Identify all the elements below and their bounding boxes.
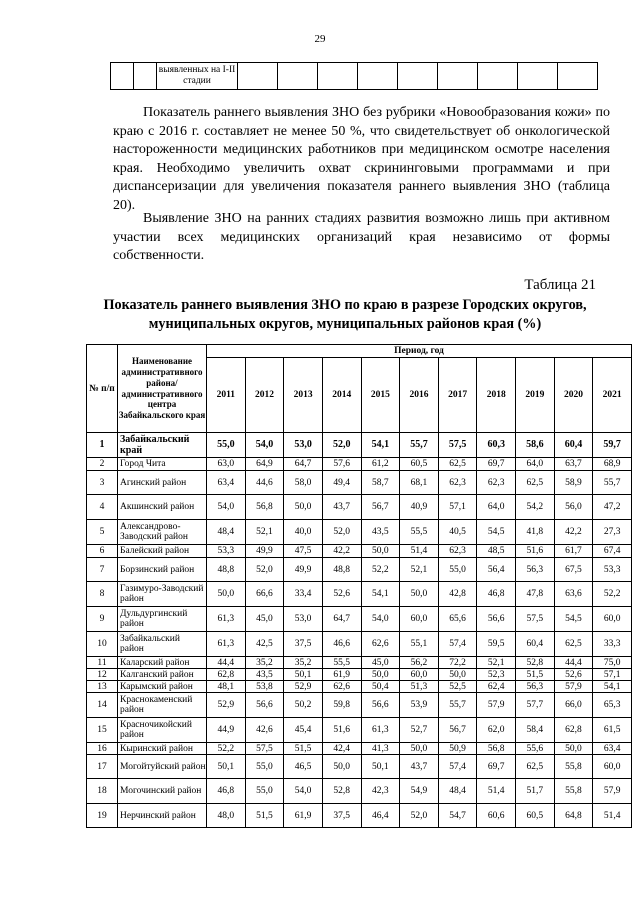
row-name: Александрово-Заводский район bbox=[118, 520, 207, 545]
cell-value: 62,6 bbox=[361, 632, 400, 657]
cell-value: 53,3 bbox=[593, 558, 632, 582]
cell-value: 41,8 bbox=[516, 520, 555, 545]
cell-value: 53,9 bbox=[400, 693, 439, 718]
cell-value: 48,4 bbox=[438, 779, 477, 804]
cell-value: 44,9 bbox=[207, 718, 246, 743]
cell-value: 46,8 bbox=[207, 779, 246, 804]
cell-value: 62,8 bbox=[207, 669, 246, 681]
row-name: Нерчинский район bbox=[118, 804, 207, 828]
cell-value: 75,0 bbox=[593, 657, 632, 669]
row-number: 17 bbox=[87, 755, 118, 779]
cell-value: 52,1 bbox=[400, 558, 439, 582]
cell-value: 50,1 bbox=[207, 755, 246, 779]
cell-value: 50,4 bbox=[361, 681, 400, 693]
cell-value: 42,5 bbox=[245, 632, 284, 657]
row-number: 2 bbox=[87, 458, 118, 471]
cell-value: 55,7 bbox=[400, 433, 439, 458]
cell-value: 40,5 bbox=[438, 520, 477, 545]
row-number: 7 bbox=[87, 558, 118, 582]
row-number: 6 bbox=[87, 545, 118, 558]
table-row bbox=[87, 582, 632, 607]
cell-value: 66,0 bbox=[554, 693, 593, 718]
cell-value: 56,6 bbox=[477, 607, 516, 632]
cell-value: 57,9 bbox=[554, 681, 593, 693]
row-number: 9 bbox=[87, 607, 118, 632]
cell-value: 52,1 bbox=[477, 657, 516, 669]
cell-value: 56,7 bbox=[438, 718, 477, 743]
cell-value: 35,2 bbox=[284, 657, 323, 669]
cell-value: 52,0 bbox=[322, 520, 361, 545]
cell-value: 63,0 bbox=[207, 458, 246, 471]
cell-value: 50,0 bbox=[361, 669, 400, 681]
table-row bbox=[87, 545, 632, 558]
cell-value: 51,4 bbox=[593, 804, 632, 828]
cell-value: 58,0 bbox=[284, 471, 323, 495]
cell-value: 48,1 bbox=[207, 681, 246, 693]
row-name: Могочинский район bbox=[118, 779, 207, 804]
table-row bbox=[87, 743, 632, 755]
cell-value: 61,3 bbox=[361, 718, 400, 743]
cell-value: 61,9 bbox=[322, 669, 361, 681]
cell-value: 51,7 bbox=[516, 779, 555, 804]
column-header-year: 2013 bbox=[284, 358, 323, 433]
cell-value: 51,5 bbox=[284, 743, 323, 755]
cell-value: 54,7 bbox=[438, 804, 477, 828]
cell-value: 54,0 bbox=[207, 495, 246, 520]
cell-value: 57,5 bbox=[245, 743, 284, 755]
row-number: 5 bbox=[87, 520, 118, 545]
cell-value: 54,5 bbox=[554, 607, 593, 632]
cell-value: 54,1 bbox=[361, 433, 400, 458]
row-number: 10 bbox=[87, 632, 118, 657]
cell-value: 55,0 bbox=[245, 779, 284, 804]
cell-value: 50,0 bbox=[554, 743, 593, 755]
cell-value: 33,4 bbox=[284, 582, 323, 607]
previous-table-tail bbox=[110, 62, 598, 90]
cell-value: 52,9 bbox=[284, 681, 323, 693]
row-name: Акшинский район bbox=[118, 495, 207, 520]
cell-value: 48,5 bbox=[477, 545, 516, 558]
table-row bbox=[87, 779, 632, 804]
cell-value: 53,3 bbox=[207, 545, 246, 558]
row-name: Кыринский район bbox=[118, 743, 207, 755]
cell-value: 52,7 bbox=[400, 718, 439, 743]
column-header-year: 2017 bbox=[438, 358, 477, 433]
cell-value: 55,8 bbox=[554, 755, 593, 779]
cell-value: 56,4 bbox=[477, 558, 516, 582]
column-header-year: 2019 bbox=[516, 358, 555, 433]
cell-value: 57,4 bbox=[438, 755, 477, 779]
cell-value: 50,0 bbox=[400, 582, 439, 607]
cell-value: 61,5 bbox=[593, 718, 632, 743]
cell-value: 54,0 bbox=[284, 779, 323, 804]
table-header-row bbox=[87, 345, 632, 358]
cell-value: 60,4 bbox=[516, 632, 555, 657]
cell-value: 46,5 bbox=[284, 755, 323, 779]
cell-value: 61,7 bbox=[554, 545, 593, 558]
cell-value: 50,9 bbox=[438, 743, 477, 755]
cell-value: 54,5 bbox=[477, 520, 516, 545]
cell-value: 65,3 bbox=[593, 693, 632, 718]
cell-value: 33,3 bbox=[593, 632, 632, 657]
table-row bbox=[87, 458, 632, 471]
cell-value: 52,1 bbox=[245, 520, 284, 545]
cell-value: 37,5 bbox=[322, 804, 361, 828]
cell-value: 55,0 bbox=[245, 755, 284, 779]
cell-value: 65,6 bbox=[438, 607, 477, 632]
paragraph: Показатель раннего выявления ЗНО без рубрики «Новообразования кожи» по краю с 2016 г. составляет не менее 50 %, что свидетельствует об онкологической настороженности медицинских работников при медицинском осмотре населения края. Необходимо увеличить охват скрининговыми программами и при диспансеризации для увеличения показателя раннего выявления ЗНО (таблица 20). bbox=[113, 105, 610, 213]
cell-value: 63,7 bbox=[554, 458, 593, 471]
cell-value: 72,2 bbox=[438, 657, 477, 669]
cell-value: 52,9 bbox=[207, 693, 246, 718]
cell-value: 55,0 bbox=[207, 433, 246, 458]
row-number: 13 bbox=[87, 681, 118, 693]
cell-value: 57,5 bbox=[438, 433, 477, 458]
cell-value: 51,4 bbox=[400, 545, 439, 558]
row-name: Красночикойский район bbox=[118, 718, 207, 743]
cell-value: 49,9 bbox=[245, 545, 284, 558]
cell-value: 60,5 bbox=[516, 804, 555, 828]
cell-value: 35,2 bbox=[245, 657, 284, 669]
cell-value: 44,4 bbox=[554, 657, 593, 669]
table-caption: Таблица 21 bbox=[524, 277, 596, 293]
cell-value: 56,3 bbox=[516, 558, 555, 582]
cell-value: 52,6 bbox=[322, 582, 361, 607]
column-header-year: 2015 bbox=[361, 358, 400, 433]
column-header-year: 2021 bbox=[593, 358, 632, 433]
cell-value: 57,1 bbox=[438, 495, 477, 520]
row-number: 12 bbox=[87, 669, 118, 681]
cell-value: 68,1 bbox=[400, 471, 439, 495]
cell-value: 56,0 bbox=[554, 495, 593, 520]
cell-value: 57,1 bbox=[593, 669, 632, 681]
cell-value: 56,2 bbox=[400, 657, 439, 669]
cell-value: 62,5 bbox=[438, 458, 477, 471]
cell-value: 62,4 bbox=[477, 681, 516, 693]
cell-value: 54,0 bbox=[361, 607, 400, 632]
cell-value: 64,7 bbox=[322, 607, 361, 632]
cell-value: 68,9 bbox=[593, 458, 632, 471]
cell-value: 53,0 bbox=[284, 607, 323, 632]
cell-value: 61,2 bbox=[361, 458, 400, 471]
cell-value: 54,2 bbox=[516, 495, 555, 520]
cell-value: 50,1 bbox=[361, 755, 400, 779]
cell-value: 67,4 bbox=[593, 545, 632, 558]
cell-value: 62,5 bbox=[516, 471, 555, 495]
cell-value: 57,4 bbox=[438, 632, 477, 657]
row-label: выявленных на I-II стадии bbox=[157, 63, 238, 90]
cell-value: 40,9 bbox=[400, 495, 439, 520]
cell-value: 60,3 bbox=[477, 433, 516, 458]
cell-value: 58,9 bbox=[554, 471, 593, 495]
cell-value: 43,7 bbox=[400, 755, 439, 779]
column-header-year: 2018 bbox=[477, 358, 516, 433]
cell-value: 51,6 bbox=[322, 718, 361, 743]
cell-value: 46,6 bbox=[322, 632, 361, 657]
row-name: Газимуро-Заводский район bbox=[118, 582, 207, 607]
column-header-year: 2014 bbox=[322, 358, 361, 433]
cell-value: 52,0 bbox=[245, 558, 284, 582]
row-name: Калганский район bbox=[118, 669, 207, 681]
cell-value: 50,0 bbox=[438, 669, 477, 681]
cell-value: 62,6 bbox=[322, 681, 361, 693]
cell-value: 62,3 bbox=[477, 471, 516, 495]
cell-value: 46,8 bbox=[477, 582, 516, 607]
table-row bbox=[87, 558, 632, 582]
row-name: Карымский район bbox=[118, 681, 207, 693]
cell-value: 59,5 bbox=[477, 632, 516, 657]
cell-value: 69,7 bbox=[477, 755, 516, 779]
column-header-year: 2020 bbox=[554, 358, 593, 433]
cell-value: 61,3 bbox=[207, 607, 246, 632]
row-number: 15 bbox=[87, 718, 118, 743]
row-number: 8 bbox=[87, 582, 118, 607]
cell-value: 60,0 bbox=[400, 607, 439, 632]
cell-value: 52,6 bbox=[554, 669, 593, 681]
cell-value: 63,4 bbox=[207, 471, 246, 495]
table-row bbox=[87, 433, 632, 458]
row-number: 16 bbox=[87, 743, 118, 755]
cell-value: 55,6 bbox=[516, 743, 555, 755]
column-header-number: № п/п bbox=[87, 345, 118, 433]
cell-value: 60,0 bbox=[593, 755, 632, 779]
cell-value: 42,8 bbox=[438, 582, 477, 607]
row-number: 4 bbox=[87, 495, 118, 520]
table-row bbox=[87, 755, 632, 779]
cell-value: 56,6 bbox=[245, 693, 284, 718]
column-header-name: Наименование административного района/ административного центра Забайкальского края bbox=[118, 345, 207, 433]
cell-value: 41,3 bbox=[361, 743, 400, 755]
cell-value: 55,7 bbox=[593, 471, 632, 495]
cell-value: 60,4 bbox=[554, 433, 593, 458]
cell-value: 57,5 bbox=[516, 607, 555, 632]
cell-value: 60,6 bbox=[477, 804, 516, 828]
cell-value: 64,0 bbox=[516, 458, 555, 471]
cell-value: 49,4 bbox=[322, 471, 361, 495]
table-row bbox=[87, 804, 632, 828]
row-name: Забайкальский район bbox=[118, 632, 207, 657]
cell-value: 50,2 bbox=[284, 693, 323, 718]
cell-value: 50,0 bbox=[361, 545, 400, 558]
cell-value: 50,0 bbox=[284, 495, 323, 520]
row-number: 18 bbox=[87, 779, 118, 804]
cell-value: 56,7 bbox=[361, 495, 400, 520]
table-row bbox=[87, 718, 632, 743]
cell-value: 52,0 bbox=[322, 433, 361, 458]
cell-value: 59,7 bbox=[593, 433, 632, 458]
cell-value: 58,6 bbox=[516, 433, 555, 458]
row-name: Каларский район bbox=[118, 657, 207, 669]
row-number: 3 bbox=[87, 471, 118, 495]
cell-value: 58,4 bbox=[516, 718, 555, 743]
row-number: 14 bbox=[87, 693, 118, 718]
cell-value: 50,1 bbox=[284, 669, 323, 681]
cell-value: 47,8 bbox=[516, 582, 555, 607]
cell-value: 44,6 bbox=[245, 471, 284, 495]
cell-value: 50,0 bbox=[322, 755, 361, 779]
cell-value: 61,3 bbox=[207, 632, 246, 657]
cell-value: 37,5 bbox=[284, 632, 323, 657]
cell-value: 62,5 bbox=[516, 755, 555, 779]
row-number: 19 bbox=[87, 804, 118, 828]
cell-value: 48,8 bbox=[322, 558, 361, 582]
cell-value: 51,6 bbox=[516, 545, 555, 558]
cell-value: 64,0 bbox=[477, 495, 516, 520]
cell-value: 52,2 bbox=[361, 558, 400, 582]
table-row bbox=[87, 495, 632, 520]
cell-value: 56,8 bbox=[477, 743, 516, 755]
cell-value: 69,7 bbox=[477, 458, 516, 471]
table-row bbox=[87, 632, 632, 657]
cell-value: 54,0 bbox=[245, 433, 284, 458]
cell-value: 52,8 bbox=[516, 657, 555, 669]
cell-value: 60,0 bbox=[400, 669, 439, 681]
page-number: 29 bbox=[314, 33, 326, 45]
row-name: Забайкальский край bbox=[118, 433, 207, 458]
cell-value: 52,3 bbox=[477, 669, 516, 681]
cell-value: 55,5 bbox=[400, 520, 439, 545]
cell-value: 42,4 bbox=[322, 743, 361, 755]
cell-value: 54,1 bbox=[361, 582, 400, 607]
cell-value: 51,5 bbox=[245, 804, 284, 828]
column-header-year: 2011 bbox=[207, 358, 246, 433]
cell-value: 66,6 bbox=[245, 582, 284, 607]
cell-value: 43,5 bbox=[245, 669, 284, 681]
cell-value: 62,3 bbox=[438, 471, 477, 495]
cell-value: 48,0 bbox=[207, 804, 246, 828]
cell-value: 56,8 bbox=[245, 495, 284, 520]
table-row bbox=[87, 669, 632, 681]
cell-value: 62,3 bbox=[438, 545, 477, 558]
cell-value: 47,2 bbox=[593, 495, 632, 520]
table-row bbox=[87, 520, 632, 545]
row-name: Могойтуйский район bbox=[118, 755, 207, 779]
cell-value: 48,4 bbox=[207, 520, 246, 545]
table-row bbox=[87, 471, 632, 495]
cell-value: 60,0 bbox=[593, 607, 632, 632]
cell-value: 51,4 bbox=[477, 779, 516, 804]
row-number: 1 bbox=[87, 433, 118, 458]
column-header-year: 2016 bbox=[400, 358, 439, 433]
table-title: Показатель раннего выявления ЗНО по краю в разрезе Городских округов, муниципальных округов, муниципальных районов края (%) bbox=[103, 297, 587, 332]
table-row bbox=[87, 657, 632, 669]
cell-value: 52,8 bbox=[322, 779, 361, 804]
paragraph: Выявление ЗНО на ранних стадиях развития возможно лишь при активном участии всех медицинских организаций края независимо от формы собственности. bbox=[113, 211, 610, 264]
cell-value: 50,0 bbox=[207, 582, 246, 607]
row-number: 11 bbox=[87, 657, 118, 669]
cell-value: 55,7 bbox=[438, 693, 477, 718]
cell-value: 57,6 bbox=[322, 458, 361, 471]
column-header-year: 2012 bbox=[245, 358, 284, 433]
cell-value: 61,9 bbox=[284, 804, 323, 828]
cell-value: 55,5 bbox=[322, 657, 361, 669]
row-name: Балейский район bbox=[118, 545, 207, 558]
cell-value: 42,3 bbox=[361, 779, 400, 804]
cell-value: 59,8 bbox=[322, 693, 361, 718]
cell-value: 50,0 bbox=[400, 743, 439, 755]
cell-value: 51,5 bbox=[516, 669, 555, 681]
cell-value: 60,5 bbox=[400, 458, 439, 471]
cell-value: 53,8 bbox=[245, 681, 284, 693]
table-row bbox=[87, 693, 632, 718]
cell-value: 64,9 bbox=[245, 458, 284, 471]
cell-value: 56,6 bbox=[361, 693, 400, 718]
cell-value: 54,9 bbox=[400, 779, 439, 804]
table-row bbox=[87, 607, 632, 632]
cell-value: 63,6 bbox=[554, 582, 593, 607]
cell-value: 45,0 bbox=[245, 607, 284, 632]
cell-value: 44,4 bbox=[207, 657, 246, 669]
cell-value: 58,7 bbox=[361, 471, 400, 495]
cell-value: 56,3 bbox=[516, 681, 555, 693]
cell-value: 64,8 bbox=[554, 804, 593, 828]
cell-value: 62,0 bbox=[477, 718, 516, 743]
cell-value: 57,9 bbox=[477, 693, 516, 718]
cell-value: 52,2 bbox=[207, 743, 246, 755]
cell-value: 52,0 bbox=[400, 804, 439, 828]
cell-value: 51,3 bbox=[400, 681, 439, 693]
cell-value: 48,8 bbox=[207, 558, 246, 582]
cell-value: 42,2 bbox=[554, 520, 593, 545]
cell-value: 57,9 bbox=[593, 779, 632, 804]
cell-value: 67,5 bbox=[554, 558, 593, 582]
data-table bbox=[86, 344, 632, 828]
cell-value: 55,1 bbox=[400, 632, 439, 657]
cell-value: 27,3 bbox=[593, 520, 632, 545]
cell-value: 49,9 bbox=[284, 558, 323, 582]
cell-value: 52,2 bbox=[593, 582, 632, 607]
cell-value: 47,5 bbox=[284, 545, 323, 558]
cell-value: 46,4 bbox=[361, 804, 400, 828]
cell-value: 62,8 bbox=[554, 718, 593, 743]
table-row bbox=[87, 681, 632, 693]
cell-value: 54,1 bbox=[593, 681, 632, 693]
table-row bbox=[111, 63, 598, 90]
cell-value: 53,0 bbox=[284, 433, 323, 458]
cell-value: 52,5 bbox=[438, 681, 477, 693]
cell-value: 40,0 bbox=[284, 520, 323, 545]
row-name: Город Чита bbox=[118, 458, 207, 471]
cell-value: 42,2 bbox=[322, 545, 361, 558]
cell-value: 42,6 bbox=[245, 718, 284, 743]
cell-value: 63,4 bbox=[593, 743, 632, 755]
cell-value: 43,7 bbox=[322, 495, 361, 520]
row-name: Борзинский район bbox=[118, 558, 207, 582]
cell-value: 55,0 bbox=[438, 558, 477, 582]
cell-value: 64,7 bbox=[284, 458, 323, 471]
cell-value: 45,4 bbox=[284, 718, 323, 743]
cell-value: 55,8 bbox=[554, 779, 593, 804]
cell-value: 45,0 bbox=[361, 657, 400, 669]
cell-value: 57,7 bbox=[516, 693, 555, 718]
cell-value: 62,5 bbox=[554, 632, 593, 657]
row-name: Дульдургинский район bbox=[118, 607, 207, 632]
row-name: Краснокаменский район bbox=[118, 693, 207, 718]
column-header-period: Период, год bbox=[207, 345, 632, 358]
cell-value: 43,5 bbox=[361, 520, 400, 545]
row-name: Агинский район bbox=[118, 471, 207, 495]
